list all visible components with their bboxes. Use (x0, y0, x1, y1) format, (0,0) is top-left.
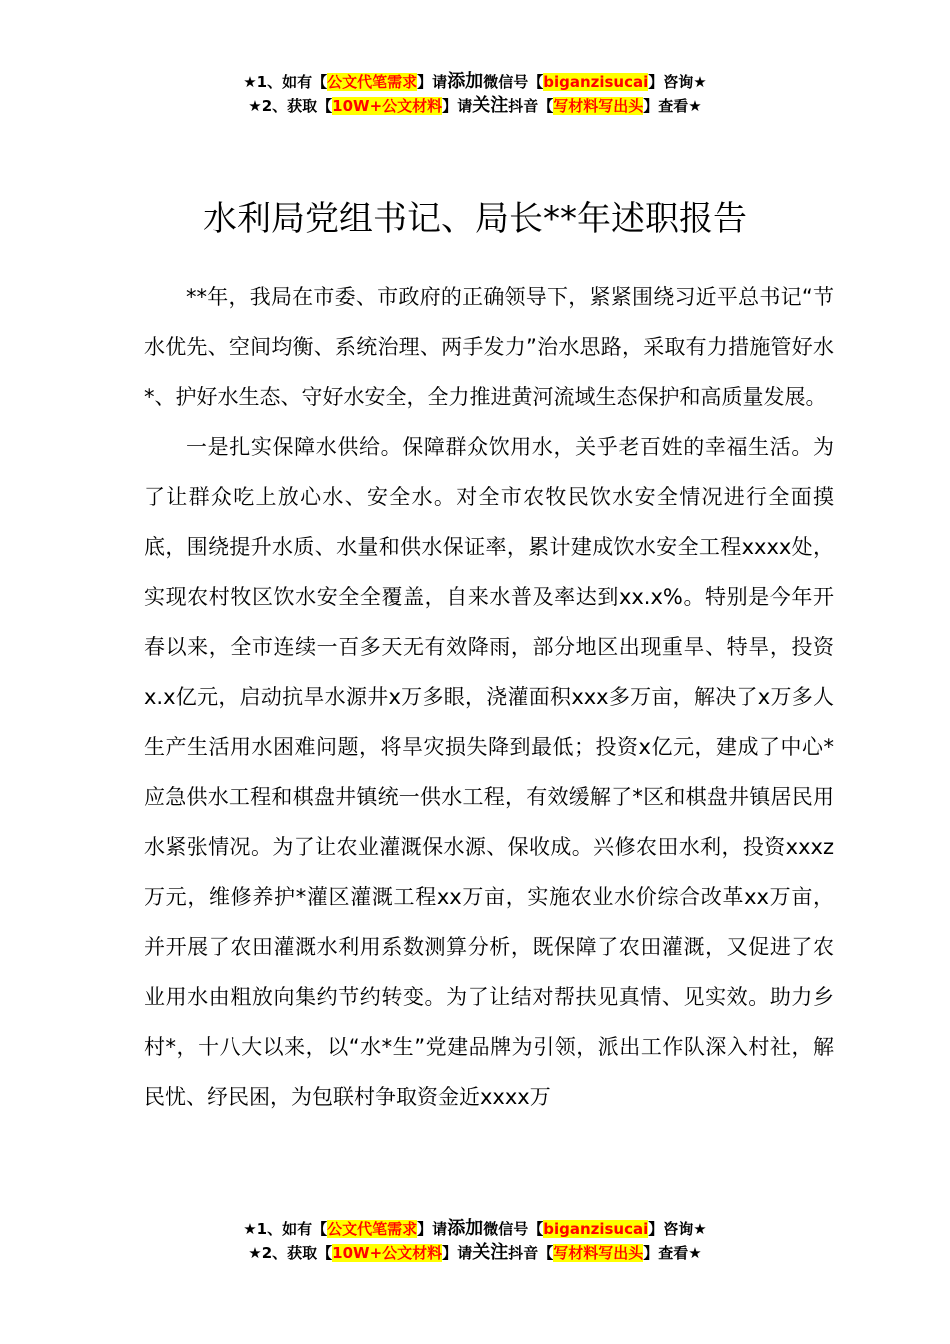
bracket: 【 (528, 73, 544, 91)
bracket: 【 (312, 1220, 328, 1238)
bracket: 】 (442, 1244, 458, 1262)
banner-text: 抖音 (508, 97, 539, 115)
bracket: 】 (417, 73, 433, 91)
highlight-wechat-id: biganzisucai (543, 1220, 649, 1238)
banner-line-2 (0, 94, 950, 118)
banner-text-emphasis: 添加 (447, 71, 484, 92)
banner-text: 请 (457, 1244, 473, 1262)
bracket: 【 (317, 1244, 333, 1262)
highlight-writing-service: 公文代笔需求 (327, 1220, 418, 1238)
banner-text-emphasis: 添加 (447, 1218, 484, 1239)
bracket: 】 (648, 73, 664, 91)
banner-text: 请 (457, 97, 473, 115)
paragraph-water-supply: 一是扎实保障水供给。保障群众饮用水，关乎老百姓的幸福生活。为了让群众吃上放心水、安全水。对全市农牧民饮水安全情况进行全面摸底，围绕提升水质、水量和供水保证率，累计建成饮水安全工程xxxx处，实现农村牧区饮水安全全覆盖，自来水普及率达到xx.x%。特别是今年开春以来，全市连续一百多天无有效降雨，部分地区出现重旱、特旱，投资x.x亿元，启动抗旱水源井x万多眼，浇灌面积xxx多万亩，解决了x万多人生产生活用水困难问题，将旱灾损失降到最低；投资x亿元，建成了中心*应急供水工程和棋盘井镇统一供水工程，有效缓解了*区和棋盘井镇居民用水紧张情况。为了让农业灌溉保水源、保收成。兴修农田水利，投资xxxz万元，维修养护*灌区灌溉工程xx万亩，实施农业水价综合改革xx万亩，并开展了农田灌溉水利用系数测算分析，既保障了农田灌溉，又促进了农业用水由粗放向集约节约转变。为了让结对帮扶见真情、见实效。助力乡村*，十八大以来，以“水*生”党建品牌为引领，派出工作队深入村社，解民忧、纾民困，为包联村争取资金近xxxx万 (144, 435, 834, 1109)
banner-text: 查看★ (658, 97, 702, 115)
bracket: 【 (317, 97, 333, 115)
bracket: 】 (643, 1244, 659, 1262)
bracket: 【 (528, 1220, 544, 1238)
banner-text-emphasis: 关注 (472, 95, 509, 116)
banner-line-1 (0, 70, 950, 94)
header-banner (0, 70, 950, 118)
highlight-materials: 10W+公文材料 (332, 1244, 443, 1262)
banner-text: 查看★ (658, 1244, 702, 1262)
banner-text: 咨询★ (663, 73, 707, 91)
banner-text: ★1、如有 (243, 1220, 313, 1238)
bracket: 】 (648, 1220, 664, 1238)
bracket: 【 (538, 97, 554, 115)
banner-text: ★1、如有 (243, 73, 313, 91)
bracket: 【 (312, 73, 328, 91)
highlight-douyin-account: 写材料写出头 (553, 1244, 644, 1262)
banner-line-1 (0, 1217, 950, 1241)
highlight-douyin-account: 写材料写出头 (553, 97, 644, 115)
highlight-materials: 10W+公文材料 (332, 97, 443, 115)
document-title: 水利局党组书记、局长**年述职报告 (203, 198, 747, 239)
banner-text: 微信号 (483, 1220, 529, 1238)
banner-text: ★2、获取 (248, 1244, 318, 1262)
bracket: 】 (417, 1220, 433, 1238)
banner-line-2 (0, 1241, 950, 1265)
banner-text: 咨询★ (663, 1220, 707, 1238)
banner-text: 抖音 (508, 1244, 539, 1262)
paragraph-intro: **年，我局在市委、市政府的正确领导下，紧紧围绕习近平总书记“节水优先、空间均衡、系统治理、两手发力”治水思路，采取有力措施管好水*、护好水生态、守好水安全，全力推进黄河流域生态保护和高质量发展。 (144, 285, 834, 409)
banner-text-emphasis: 关注 (472, 1242, 509, 1263)
footer-banner (0, 1217, 950, 1265)
banner-text: 请 (432, 1220, 448, 1238)
highlight-wechat-id: biganzisucai (543, 73, 649, 91)
highlight-writing-service: 公文代笔需求 (327, 73, 418, 91)
document-body (144, 272, 834, 1122)
banner-text: 请 (432, 73, 448, 91)
bracket: 【 (538, 1244, 554, 1262)
banner-text: ★2、获取 (248, 97, 318, 115)
bracket: 】 (643, 97, 659, 115)
banner-text: 微信号 (483, 73, 529, 91)
bracket: 】 (442, 97, 458, 115)
